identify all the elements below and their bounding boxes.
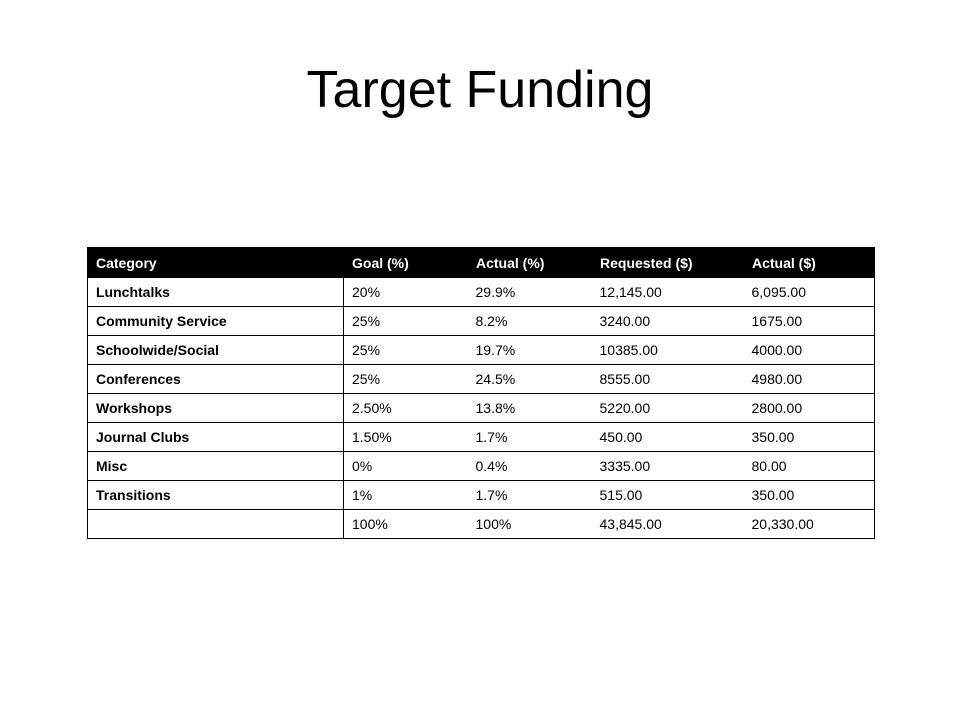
cell-actual-dollars: 80.00: [744, 452, 875, 481]
cell-requested-dollars: 8555.00: [592, 365, 744, 394]
header-actual-dollars: Actual ($): [744, 248, 875, 278]
table-body: [88, 278, 875, 539]
cell-category: Lunchtalks: [88, 278, 344, 307]
cell-requested-dollars: 3240.00: [592, 307, 744, 336]
cell-actual-percent: 8.2%: [468, 307, 592, 336]
table-row: [88, 423, 875, 452]
cell-requested-dollars: 3335.00: [592, 452, 744, 481]
header-goal-percent: Goal (%): [344, 248, 468, 278]
cell-requested-dollars: 5220.00: [592, 394, 744, 423]
table-row: [88, 394, 875, 423]
totals-row: [88, 510, 875, 539]
cell-requested-dollars: 515.00: [592, 481, 744, 510]
slide-title: Target Funding: [306, 61, 654, 119]
cell-category: Conferences: [88, 365, 344, 394]
table-row: [88, 365, 875, 394]
table-row: [88, 278, 875, 307]
funding-table: [87, 247, 875, 539]
header-row: [88, 248, 875, 278]
cell-category: Workshops: [88, 394, 344, 423]
cell-actual-dollars: 350.00: [744, 481, 875, 510]
header-category: Category: [88, 248, 344, 278]
cell-category: [88, 510, 344, 539]
table-row: [88, 336, 875, 365]
cell-actual-dollars: 4000.00: [744, 336, 875, 365]
table-row: [88, 452, 875, 481]
cell-goal-percent: 25%: [344, 365, 468, 394]
table-row: [88, 307, 875, 336]
cell-goal-percent-total: 100%: [344, 510, 468, 539]
cell-actual-percent: 1.7%: [468, 423, 592, 452]
cell-actual-percent: 13.8%: [468, 394, 592, 423]
cell-goal-percent: 0%: [344, 452, 468, 481]
cell-goal-percent: 25%: [344, 336, 468, 365]
cell-actual-dollars: 1675.00: [744, 307, 875, 336]
cell-goal-percent: 1.50%: [344, 423, 468, 452]
cell-actual-dollars: 6,095.00: [744, 278, 875, 307]
cell-goal-percent: 2.50%: [344, 394, 468, 423]
cell-actual-percent: 19.7%: [468, 336, 592, 365]
header-requested-dollars: Requested ($): [592, 248, 744, 278]
cell-requested-dollars: 10385.00: [592, 336, 744, 365]
cell-goal-percent: 20%: [344, 278, 468, 307]
table-row: [88, 481, 875, 510]
cell-actual-percent: 24.5%: [468, 365, 592, 394]
cell-actual-percent-total: 100%: [468, 510, 592, 539]
cell-actual-dollars: 350.00: [744, 423, 875, 452]
cell-category: Misc: [88, 452, 344, 481]
cell-category: Community Service: [88, 307, 344, 336]
cell-requested-dollars: 12,145.00: [592, 278, 744, 307]
header-actual-percent: Actual (%): [468, 248, 592, 278]
funding-table-container: [87, 247, 874, 539]
cell-actual-percent: 29.9%: [468, 278, 592, 307]
cell-category: Transitions: [88, 481, 344, 510]
cell-goal-percent: 25%: [344, 307, 468, 336]
cell-actual-percent: 1.7%: [468, 481, 592, 510]
cell-category: Journal Clubs: [88, 423, 344, 452]
cell-goal-percent: 1%: [344, 481, 468, 510]
table-header: [88, 248, 875, 278]
cell-requested-dollars: 450.00: [592, 423, 744, 452]
cell-actual-dollars: 4980.00: [744, 365, 875, 394]
cell-actual-dollars: 2800.00: [744, 394, 875, 423]
cell-requested-dollars-total: 43,845.00: [592, 510, 744, 539]
cell-category: Schoolwide/Social: [88, 336, 344, 365]
cell-actual-dollars-total: 20,330.00: [744, 510, 875, 539]
cell-actual-percent: 0.4%: [468, 452, 592, 481]
